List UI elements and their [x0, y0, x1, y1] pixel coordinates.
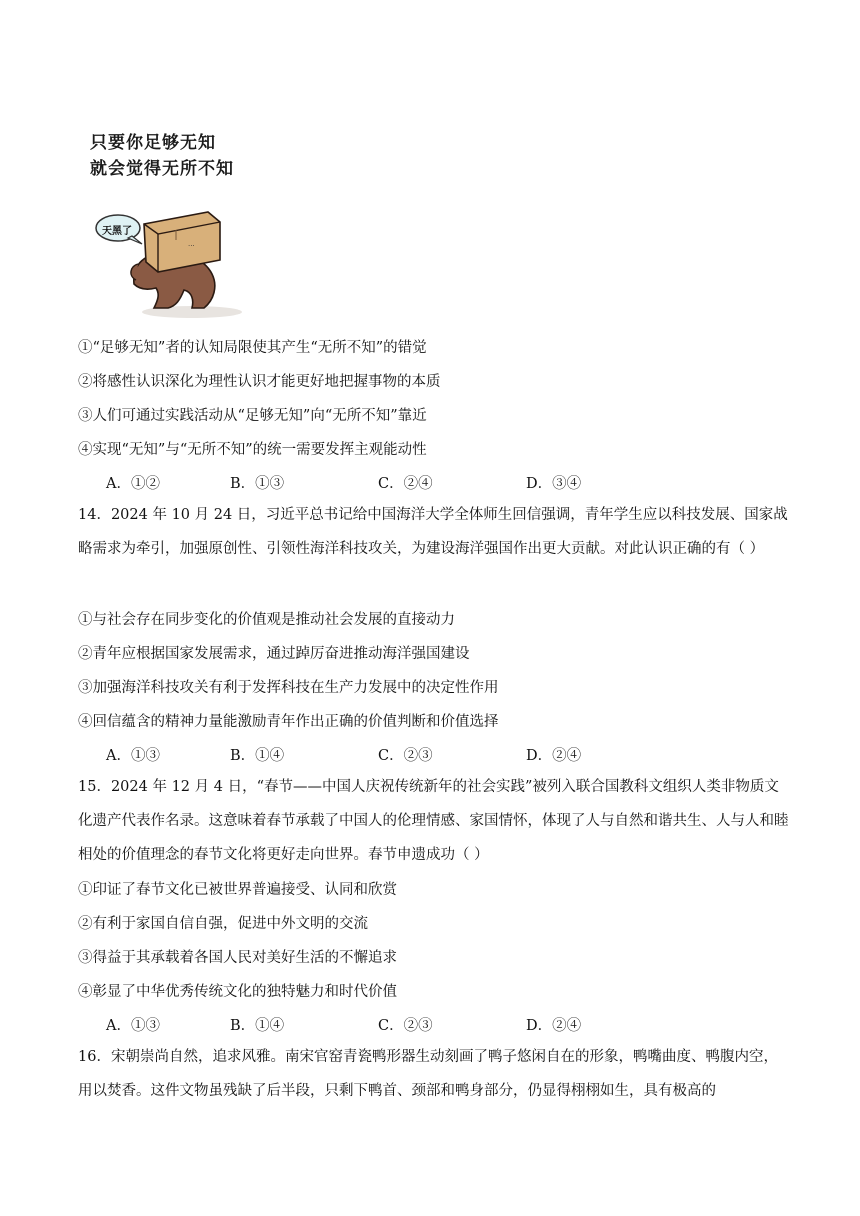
q13-option-b[interactable]: B．①③ — [230, 476, 285, 492]
q13-options — [106, 472, 746, 494]
q15-statement-3: ③得益于其承载着各国人民对美好生活的不懈追求 — [78, 950, 397, 966]
q15-statement-1: ①印证了春节文化已被世界普遍接受、认同和欣赏 — [78, 882, 397, 898]
q13-option-a[interactable]: A．①② — [106, 476, 160, 492]
q14-statement-2: ②青年应根据国家发展需求，通过踔厉奋进推动海洋强国建设 — [78, 646, 470, 662]
q14-statement-1: ①与社会存在同步变化的价值观是推动社会发展的直接动力 — [78, 612, 455, 628]
q14-stem: 14．2024 年 10 月 24 日，习近平总书记给中国海洋大学全体师生回信强调，青年学生应以科技发展、国家战略需求为牵引，加强原创性、引领性海洋科技攻关，为建设海洋强国作出更大贡献。对此认识正确的有（ ） — [78, 507, 788, 557]
illustration-caption-line2: 就会觉得无所不知 — [90, 159, 234, 179]
svg-text:···: ··· — [188, 242, 195, 250]
illustration-caption-line1: 只要你足够无知 — [90, 133, 216, 153]
q14-option-b[interactable]: B．①④ — [230, 748, 285, 764]
q14-option-a[interactable]: A．①③ — [106, 748, 160, 764]
q13-option-c[interactable]: C．②④ — [378, 476, 433, 492]
cartoon-illustration — [84, 124, 254, 324]
q14-statement-3: ③加强海洋科技攻关有利于发挥科技在生产力发展中的决定性作用 — [78, 680, 499, 696]
q15-statement-2: ②有利于家国自信自强，促进中外文明的交流 — [78, 916, 368, 932]
q15-option-c[interactable]: C．②③ — [378, 1018, 433, 1034]
q14-option-c[interactable]: C．②③ — [378, 748, 433, 764]
q15-option-d[interactable]: D．②④ — [526, 1018, 582, 1034]
q14-option-d[interactable]: D．②④ — [526, 748, 582, 764]
q13-statement-1: ①“足够无知”者的认知局限使其产生“无所不知”的错觉 — [78, 340, 427, 356]
q15-stem: 15．2024 年 12 月 4 日，“春节——中国人庆祝传统新年的社会实践”被列入联合国教科文组织人类非物质文化遗产代表作名录。这意味着春节承载了中国人的伦理情感、家国情怀，体现了人与自然和谐共生、人与人和睦相处的价值理念的春节文化将更好走向世界。春节申遗成功（ ） — [78, 779, 789, 863]
q15-option-b[interactable]: B．①④ — [230, 1018, 285, 1034]
q16-stem: 16．宋朝崇尚自然，追求风雅。南宋官窑青瓷鸭形器生动刻画了鸭子悠闲自在的形象，鸭嘴曲度、鸭腹内空，用以焚香。这件文物虽残缺了后半段，只剩下鸭首、颈部和鸭身部分，仍显得栩栩如生，具有极高的 — [78, 1049, 778, 1099]
q15-statement-4: ④彰显了中华优秀传统文化的独特魅力和时代价值 — [78, 984, 397, 1000]
speech-bubble-text: 天黑了 — [102, 226, 132, 237]
q13-statement-3: ③人们可通过实践活动从“足够无知”向“无所不知”靠近 — [78, 408, 427, 424]
q13-statement-4: ④实现“无知”与“无所不知”的统一需要发挥主观能动性 — [78, 442, 427, 458]
q14-options — [106, 744, 746, 766]
q14-statement-4: ④回信蕴含的精神力量能激励青年作出正确的价值判断和价值选择 — [78, 714, 499, 730]
q13-option-d[interactable]: D．③④ — [526, 476, 582, 492]
q15-options — [106, 1014, 746, 1036]
q13-statement-2: ②将感性认识深化为理性认识才能更好地把握事物的本质 — [78, 374, 441, 390]
q15-option-a[interactable]: A．①③ — [106, 1018, 160, 1034]
